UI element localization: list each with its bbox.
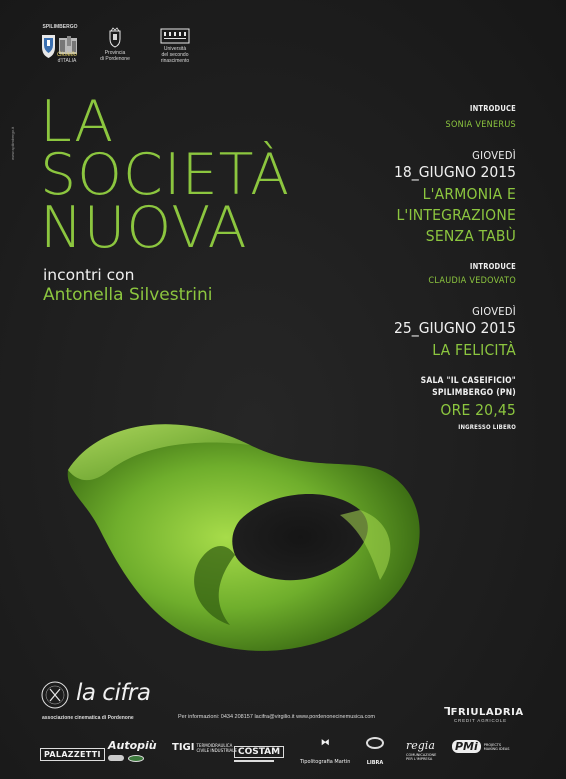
car-brand-icon — [108, 755, 124, 761]
sponsor-tigi-sub — [196, 743, 237, 753]
spilimbergo-logo — [38, 24, 82, 64]
contact-info: Per informazioni: 0434 208157 lacifra@virgilio.it www.pordenonecinemusica.com — [178, 714, 375, 720]
sponsor-regia-label: regia — [406, 739, 435, 752]
mobius-strip-image — [60, 400, 460, 670]
provincia-crest-icon — [107, 26, 123, 48]
friuladria-mark-icon: ⅂ — [444, 705, 451, 718]
sponsor-regia-sub: COMUNICAZIONE PER L'IMPRESA — [406, 753, 437, 761]
venue-time: ORE 20,45 — [440, 401, 516, 419]
organizer-subtitle: associazione cinematica di Pordenone — [42, 715, 134, 721]
event2-topic: LA FELICITÀ — [432, 341, 516, 359]
speaker-name: Antonella Silvestrini — [43, 285, 213, 305]
event2-date: 25_GIUGNO 2015 — [394, 319, 516, 337]
sponsor-costam-bar — [234, 760, 274, 762]
provincia-line1: Provincia — [104, 50, 126, 56]
sponsor-tigi-label: TIGI — [172, 742, 195, 753]
sponsor-martin — [300, 738, 350, 767]
land-rover-icon — [128, 755, 144, 762]
event1-date: 18_GIUGNO 2015 — [394, 163, 516, 181]
libra-mark-icon — [366, 737, 384, 749]
sponsors-row — [38, 734, 528, 766]
universita-line1: Università — [163, 46, 187, 52]
provincia-line2: di Pordenone — [100, 56, 130, 62]
sponsor-pmi-label: PMi — [452, 740, 481, 753]
sponsor-tigi-sub1: TERMOIDRAULICA — [196, 742, 233, 748]
la-cifra-emblem-icon — [40, 680, 70, 710]
organizer-name: la cifra — [76, 680, 151, 706]
sponsor-autopiu — [108, 734, 157, 762]
provincia-logo — [98, 24, 132, 62]
title-line-3: NUOVA — [40, 195, 248, 261]
sponsor-tigi — [172, 742, 237, 753]
event1-topic-line2: L'INTEGRAZIONE — [396, 206, 516, 224]
sponsor-tigi-sub2: CIVILE INDUSTRIALE — [196, 747, 238, 753]
spilimbergo-logo-mid: Gioiello — [56, 52, 77, 58]
universita-line2: del secondo — [161, 52, 189, 58]
sponsor-pmi-sub: PROJECTS MAKING IDEAS — [483, 742, 510, 751]
universita-line3: rinascimento — [160, 58, 190, 64]
sponsor-libra — [366, 737, 384, 768]
event1-day: GIOVEDÌ — [472, 149, 516, 162]
venue-entry: INGRESSO LIBERO — [458, 424, 516, 431]
spilimbergo-logo-top: SPILIMBERGO — [42, 24, 78, 30]
event1-topic-line3: SENZA TABÙ — [425, 227, 516, 245]
event2-introduce-label: INTRODUCE — [469, 262, 516, 271]
friuladria-logo — [444, 705, 524, 723]
universita-logo — [157, 24, 193, 64]
sponsor-autopiu-label: Autopiù — [108, 739, 157, 752]
sponsor-costam — [234, 739, 284, 762]
event1-introduce-label: INTRODUCE — [469, 104, 516, 113]
subtitle: incontri con — [43, 266, 135, 284]
sponsor-palazzetti — [40, 742, 105, 761]
title-line-1: LA — [40, 89, 115, 155]
sponsor-regia — [406, 734, 440, 761]
sponsor-costam-label: COSTAM — [234, 746, 284, 758]
friuladria-name-text: FRIULADRIA — [450, 707, 524, 718]
martin-mark-icon: ⧓ — [320, 738, 330, 748]
venue-line1: SALA "IL CASEIFICIO" — [420, 376, 516, 386]
sponsor-martin-label: Tipolitografia Martin — [300, 759, 351, 765]
spilimbergo-logo-bot: d'ITALIA — [57, 58, 77, 64]
building-icon — [160, 26, 190, 44]
friuladria-name — [444, 705, 524, 718]
event1-topic-line1: L'ARMONIA E — [422, 185, 516, 203]
sponsor-pmi — [452, 740, 510, 753]
friuladria-sub: CREDIT AGRICOLE — [454, 718, 507, 723]
event2-introducer: CLAUDIA VEDOVATO — [428, 276, 516, 286]
sponsor-libra-label: LIBRA — [366, 760, 384, 766]
event1-introducer: SONIA VENERUS — [445, 120, 516, 130]
sponsor-autopiu-badges — [108, 755, 157, 762]
event2-day: GIOVEDÌ — [472, 305, 516, 318]
title-line-2: SOCIETÀ — [40, 142, 291, 208]
main-title — [40, 89, 340, 261]
sponsor-palazzetti-label: PALAZZETTI — [40, 748, 105, 761]
venue-line2: SPILIMBERGO (PN) — [432, 388, 516, 398]
vertical-url: www.spilimbergo.it — [10, 126, 15, 160]
